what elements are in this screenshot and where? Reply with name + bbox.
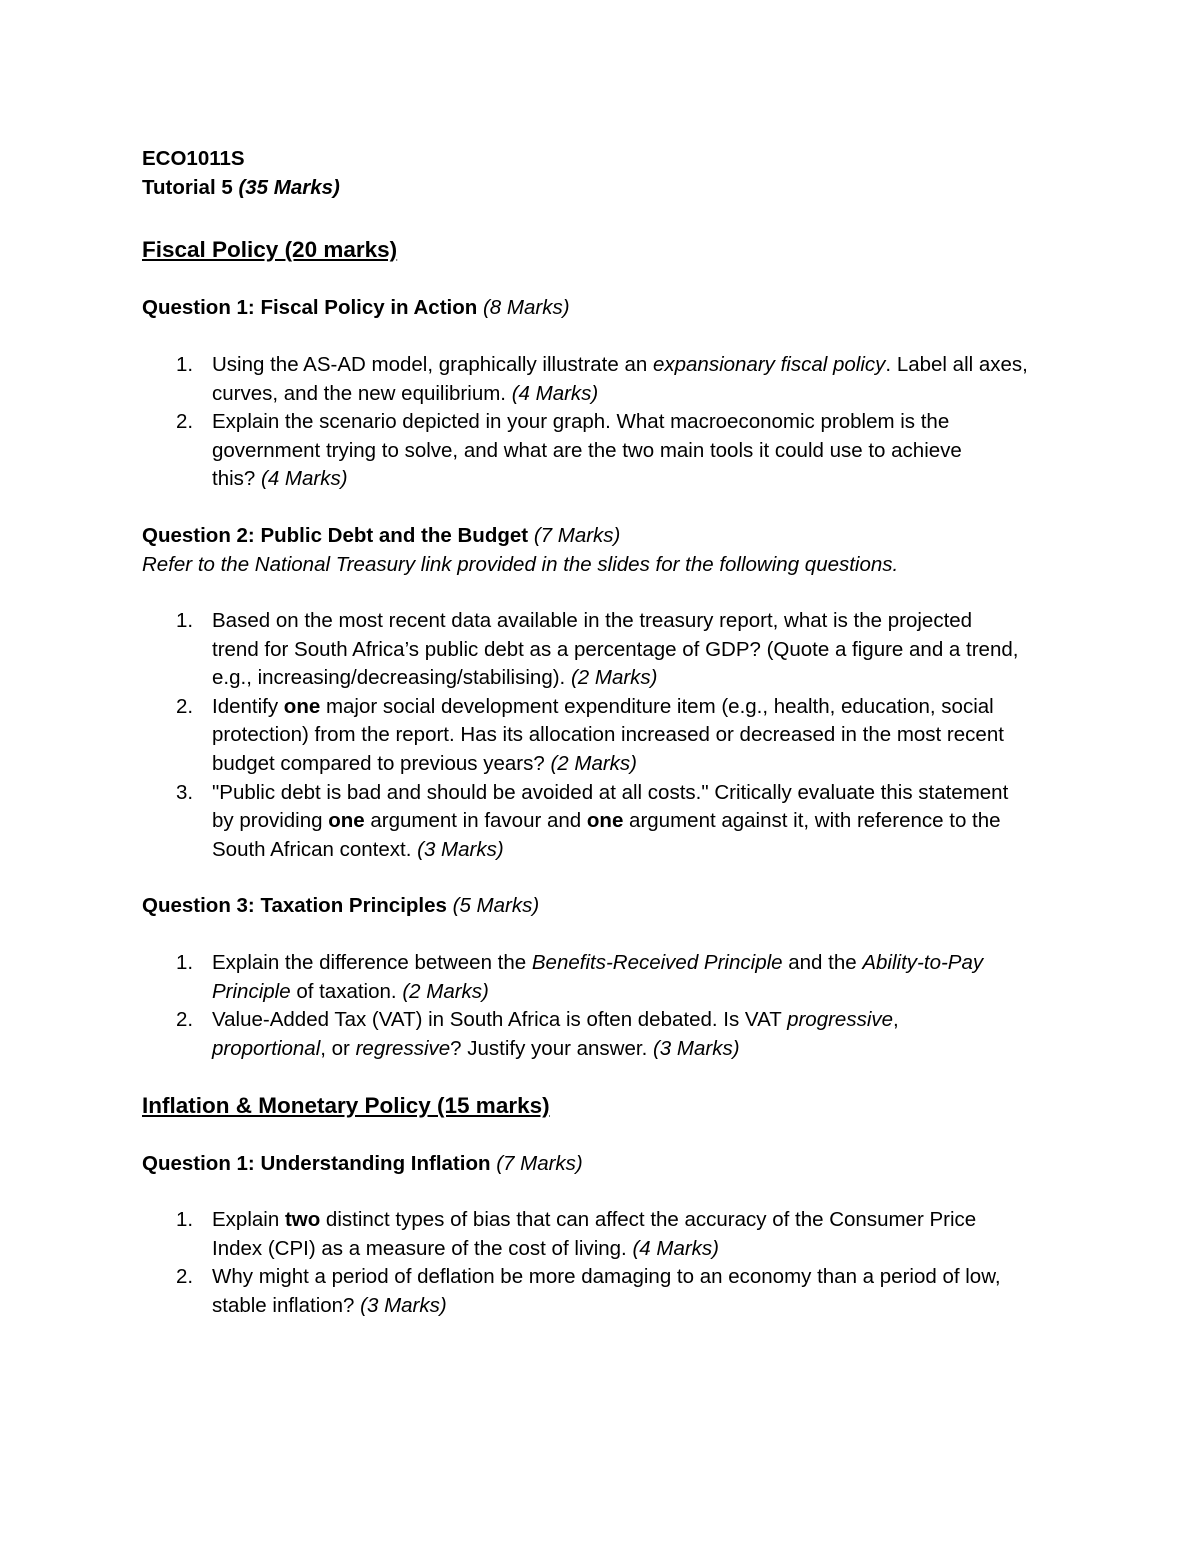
item-line: budget compared to previous years? (2 Marks) xyxy=(212,751,638,775)
list-item xyxy=(142,693,1018,779)
item-number: 1. xyxy=(176,353,194,376)
list-item xyxy=(142,949,983,1006)
item-line: Explain two distinct types of bias that can affect the accuracy of the Consumer Price xyxy=(212,1208,977,1231)
item-line: Based on the most recent data available in the treasury report, what is the projected xyxy=(212,609,973,632)
item-number: 1. xyxy=(176,1208,194,1231)
item-line: Index (CPI) as a measure of the cost of living. (4 Marks) xyxy=(212,1236,720,1260)
item-line: e.g., increasing/decreasing/stabilising). (2 Marks) xyxy=(212,666,658,690)
list-item xyxy=(142,607,1018,693)
tutorial-marks: (35 Marks) xyxy=(238,176,340,199)
item-line: curves, and the new equilibrium. (4 Marks) xyxy=(212,381,599,405)
item-number: 2. xyxy=(176,410,194,434)
question-title-fiscal-q2 xyxy=(142,522,620,551)
tutorial-title xyxy=(142,174,340,203)
item-line: by providing one argument in favour and one argument against it, with reference to the xyxy=(212,809,1001,833)
question-marks: (7 Marks) xyxy=(496,1152,583,1175)
list-item xyxy=(142,1006,983,1063)
item-line: protection) from the report. Has its allocation increased or decreased in the most recent xyxy=(212,723,1004,747)
question-title-fiscal-q1 xyxy=(142,294,570,323)
question-label: Question 2: Public Debt and the Budget xyxy=(142,524,529,547)
question-list-inflation-q1 xyxy=(142,1206,1001,1320)
question-list-fiscal-q1 xyxy=(142,351,1028,494)
list-item xyxy=(142,1263,1001,1320)
item-number: 2. xyxy=(176,694,194,718)
list-item xyxy=(142,779,1018,865)
item-line: Why might a period of deflation be more damaging to an economy than a period of low, xyxy=(212,1265,1001,1289)
section-heading-fiscal: Fiscal Policy (20 marks) xyxy=(142,237,398,262)
item-line: Using the AS-AD model, graphically illustrate an expansionary fiscal policy. Label all axes, xyxy=(212,353,1028,376)
item-line: "Public debt is bad and should be avoided at all costs." Critically evaluate this statement xyxy=(212,780,1009,804)
item-line: Explain the scenario depicted in your graph. What macroeconomic problem is the xyxy=(212,410,950,434)
question-marks: (5 Marks) xyxy=(452,894,540,917)
item-line: Principle of taxation. (2 Marks) xyxy=(212,979,489,1003)
question-label: Question 1: Fiscal Policy in Action xyxy=(142,296,478,319)
item-line: government trying to solve, and what are the two main tools it could use to achieve xyxy=(212,438,962,462)
item-line: stable inflation? (3 Marks) xyxy=(212,1293,447,1317)
course-code: ECO1011S xyxy=(142,147,245,170)
question-list-fiscal-q3 xyxy=(142,949,983,1063)
list-item xyxy=(142,1206,1001,1263)
item-number: 1. xyxy=(176,951,194,974)
section-heading-inflation: Inflation & Monetary Policy (15 marks) xyxy=(142,1093,550,1118)
list-item xyxy=(142,408,1028,494)
item-line: South African context. (3 Marks) xyxy=(212,837,504,861)
item-number: 2. xyxy=(176,1265,194,1289)
list-item xyxy=(142,351,1028,408)
item-number: 3. xyxy=(176,780,194,804)
question-title-inflation-q1 xyxy=(142,1150,583,1179)
question-label: Question 3: Taxation Principles xyxy=(142,894,447,917)
item-number: 2. xyxy=(176,1008,194,1032)
item-line: this? (4 Marks) xyxy=(212,467,348,491)
item-line: Explain the difference between the Benefits-Received Principle and the Ability-to-Pay xyxy=(212,951,984,974)
question-marks: (7 Marks) xyxy=(533,524,621,547)
tutorial-name: Tutorial 5 xyxy=(142,176,233,199)
question-note: Refer to the National Treasury link provided in the slides for the following questions. xyxy=(142,553,899,576)
item-line: Value-Added Tax (VAT) in South Africa is often debated. Is VAT progressive, xyxy=(212,1008,899,1032)
item-line: trend for South Africa’s public debt as a percentage of GDP? (Quote a figure and a trend, xyxy=(212,637,1019,661)
item-number: 1. xyxy=(176,609,194,632)
question-title-fiscal-q3 xyxy=(142,892,539,921)
question-marks: (8 Marks) xyxy=(482,296,570,319)
question-label: Question 1: Understanding Inflation xyxy=(142,1152,491,1175)
item-line: proportional, or regressive? Justify your answer. (3 Marks) xyxy=(212,1036,740,1060)
item-line: Identify one major social development expenditure item (e.g., health, education, social xyxy=(212,694,994,718)
question-list-fiscal-q2 xyxy=(142,607,1018,864)
